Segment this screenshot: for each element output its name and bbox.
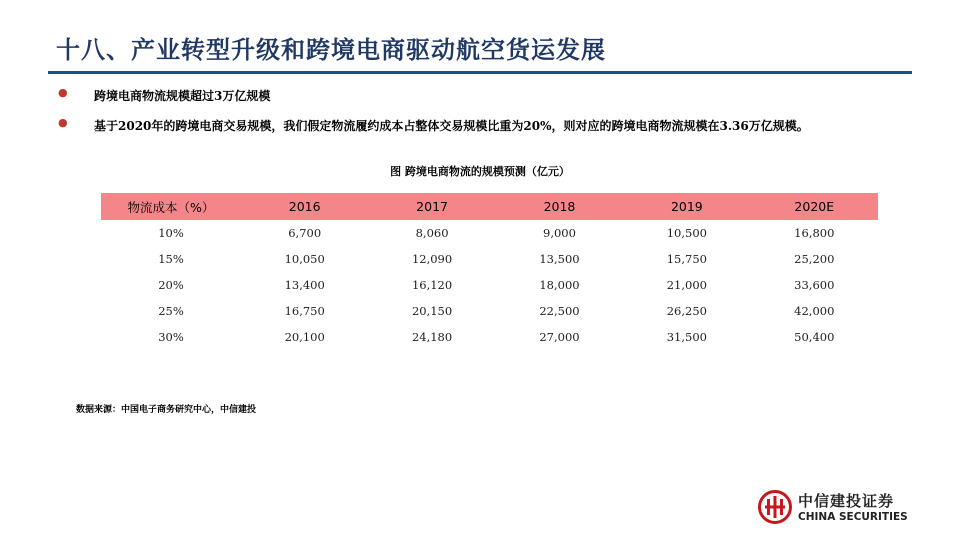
table-cell: 20,100 bbox=[284, 330, 325, 344]
table-row bbox=[101, 220, 878, 246]
table-cell: 9,000 bbox=[543, 226, 576, 240]
bullet-text: 基于2020年的跨境电商交易规模，我们假定物流履约成本占整体交易规模比重为20%，则对应的跨境电商物流规模在3.36万亿规模。 bbox=[94, 119, 809, 133]
table-cell: 20% bbox=[158, 278, 184, 292]
table-cell: 15,750 bbox=[666, 252, 707, 266]
china-securities-logo-icon bbox=[758, 490, 792, 524]
table-caption: 图 跨境电商物流的规模预测（亿元） bbox=[390, 165, 570, 178]
table-cell: 25% bbox=[158, 304, 184, 318]
table-cell: 22,500 bbox=[539, 304, 580, 318]
table-row bbox=[101, 324, 878, 350]
table-cell: 24,180 bbox=[411, 330, 453, 344]
header-cell: 2016 bbox=[241, 193, 368, 220]
table-cell: 21,000 bbox=[666, 278, 707, 292]
bullet-text: 跨境电商物流规模超过3万亿规模 bbox=[94, 89, 271, 103]
header-cell: 2017 bbox=[368, 193, 495, 220]
table-cell: 15% bbox=[158, 252, 184, 266]
table-cell: 10% bbox=[158, 226, 184, 240]
table-cell: 8,060 bbox=[415, 226, 449, 240]
bullet-dot-icon: ● bbox=[58, 116, 68, 129]
table-cell: 27,000 bbox=[539, 330, 580, 344]
source-note: 数据来源：中国电子商务研究中心，中信建投 bbox=[76, 405, 257, 415]
header-cell: 2018 bbox=[496, 193, 623, 220]
table-cell: 16,800 bbox=[794, 226, 835, 240]
table-cell: 16,120 bbox=[411, 278, 453, 292]
table-cell: 10,500 bbox=[666, 226, 707, 240]
forecast-table bbox=[101, 193, 878, 350]
table-header-row bbox=[101, 193, 878, 220]
table-row bbox=[101, 298, 878, 324]
table-cell: 10,050 bbox=[284, 252, 325, 266]
logo-cn-text: 中信建投证券 bbox=[798, 492, 895, 510]
table-cell: 6,700 bbox=[288, 226, 322, 240]
table-cell: 26,250 bbox=[666, 304, 707, 318]
table-cell: 16,750 bbox=[284, 304, 325, 318]
table-row bbox=[101, 246, 878, 272]
table-cell: 13,500 bbox=[539, 252, 580, 266]
table-cell: 31,500 bbox=[666, 330, 707, 344]
header-cell: 2020E bbox=[751, 193, 878, 220]
table-cell: 13,400 bbox=[284, 278, 325, 292]
table-cell: 20,150 bbox=[411, 304, 453, 318]
bullet-dot-icon: ● bbox=[58, 86, 68, 99]
table-row bbox=[101, 272, 878, 298]
slide-title: 十八、产业转型升级和跨境电商驱动航空货运发展 bbox=[56, 36, 606, 64]
table-cell: 30% bbox=[158, 330, 184, 344]
table-cell: 25,200 bbox=[794, 252, 835, 266]
logo-en-text: CHINA SECURITIES bbox=[798, 511, 908, 523]
header-cell: 2019 bbox=[623, 193, 750, 220]
table-cell: 18,000 bbox=[539, 278, 580, 292]
table-cell: 12,090 bbox=[411, 252, 453, 266]
title-divider bbox=[48, 71, 912, 74]
table-cell: 42,000 bbox=[794, 304, 835, 318]
table-cell: 33,600 bbox=[794, 278, 835, 292]
table-cell: 50,400 bbox=[794, 330, 835, 344]
header-cell: 物流成本（%） bbox=[101, 193, 241, 220]
company-logo bbox=[758, 490, 918, 530]
